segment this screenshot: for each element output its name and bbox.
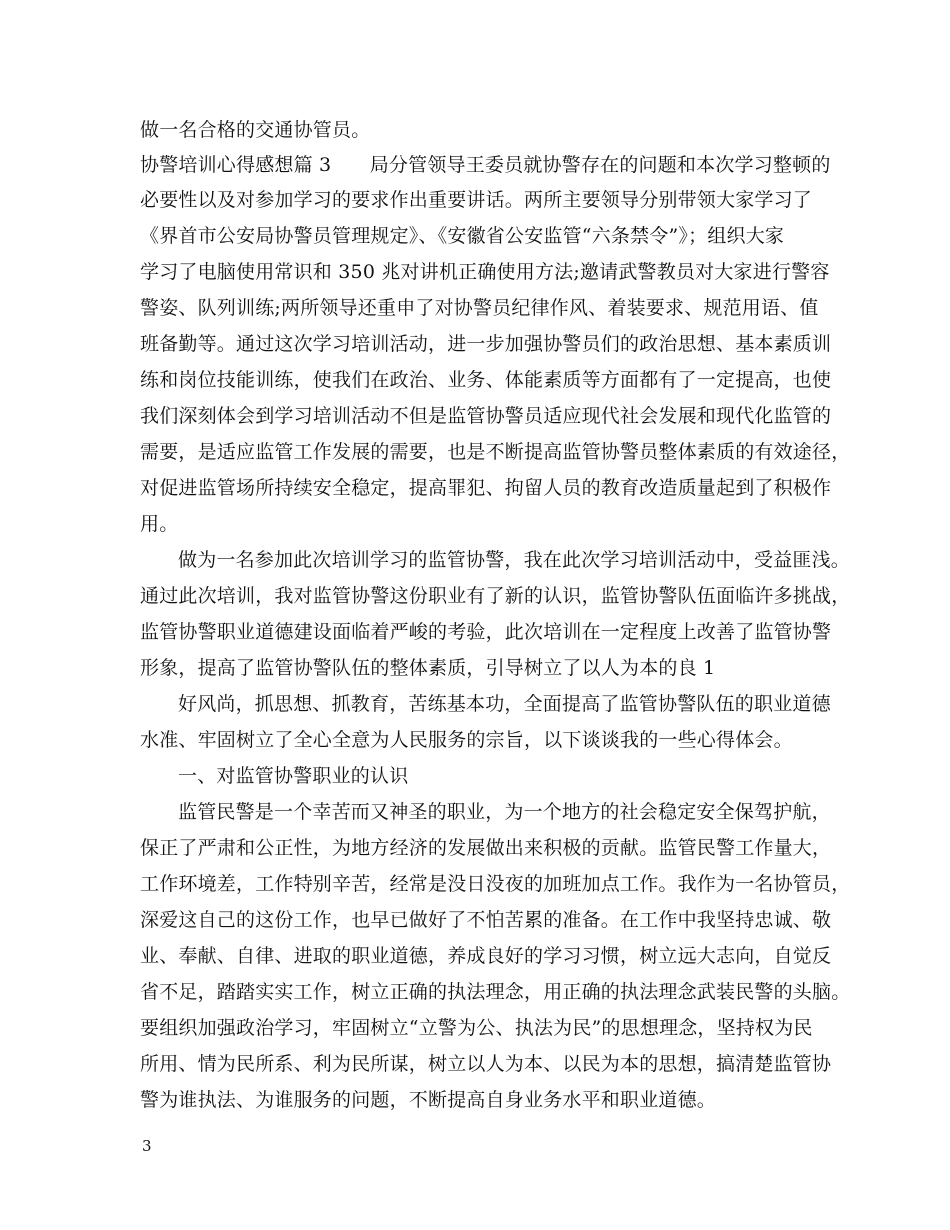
paragraph-start-line: 好风尚，抓思想、抓教育，苦练基本功，全面提高了监管协警队伍的职业道德 (178, 693, 831, 715)
text-line: 保正了严肃和公正性，为地方经济的发展做出来积极的贡献。监管民警工作量大， (140, 837, 832, 859)
paragraph-start-line: 监管民警是一个幸苦而又神圣的职业，为一个地方的社会稳定安全保驾护航， (178, 801, 831, 823)
text-line: 学习了电脑使用常识和 350 兆对讲机正确使用方法;邀请武警教员对大家进行警容 (140, 261, 830, 283)
subheading-line: 一、对监管协警职业的认识 (178, 765, 409, 787)
text-line: 业、奉献、自律、进取的职业道德，养成良好的学习习惯，树立远大志向，自觉反 (140, 945, 832, 967)
text-line: 警姿、队列训练;两所领导还重申了对协警员纪律作风、着装要求、规范用语、值 (140, 297, 819, 319)
paragraph-start-line: 做为一名参加此次培训学习的监管协警，我在此次学习培训活动中，受益匪浅。 (178, 549, 851, 571)
text-line: 做一名合格的交通协管员。 (140, 119, 371, 141)
text-line: 通过此次培训，我对监管协警这份职业有了新的认识，监管协警队伍面临许多挑战， (140, 585, 851, 607)
text-line: 水准、牢固树立了全心全意为人民服务的宗旨，以下谈谈我的一些心得体会。 (140, 729, 793, 751)
text-line: 深爱这自己的这份工作，也早已做好了不怕苦累的准备。在工作中我坚持忠诚、敬 (140, 909, 832, 931)
text-line: 要组织加强政治学习，牢固树立“立警为公、执法为民”的思想理念，坚持权为民 (140, 1017, 813, 1039)
text-line: 对促进监管场所持续安全稳定，提高罪犯、拘留人员的教育改造质量起到了积极作 (140, 477, 832, 499)
section-heading-line: 协警培训心得感想篇 3 局分管领导王委员就协警存在的问题和本次学习整顿的 (140, 154, 831, 176)
text-line: 所用、情为民所系、利为民所谋，树立以人为本、以民为本的思想，搞清楚监管协 (140, 1053, 832, 1075)
text-line: 需要，是适应监管工作发展的需要，也是不断提高监管协警员整体素质的有效途径， (140, 441, 851, 463)
text-line: 《界首市公安局协警员管理规定》、《安徽省公安监管“六条禁令”》；组织大家 (140, 225, 785, 247)
text-line: 练和岗位技能训练，使我们在政治、业务、体能素质等方面都有了一定提高，也使 (140, 369, 832, 391)
text-line: 监管协警职业道德建设面临着严峻的考验，此次培训在一定程度上改善了监管协警 (140, 621, 832, 643)
text-line: 警为谁执法、为谁服务的问题，不断提高自身业务水平和职业道德。 (140, 1089, 717, 1111)
text-line: 工作环境差，工作特别辛苦，经常是没日没夜的加班加点工作。我作为一名协管员， (140, 873, 851, 895)
text-line: 形象，提高了监管协警队伍的整体素质，引导树立了以人为本的良 1 (140, 657, 716, 679)
text-line: 班备勤等。通过这次学习培训活动，进一步加强协警员们的政治思想、基本素质训 (140, 333, 832, 355)
page-number: 3 (142, 1137, 152, 1155)
text-line: 省不足，踏踏实实工作，树立正确的执法理念，用正确的执法理念武装民警的头脑。 (140, 981, 851, 1003)
text-line: 必要性以及对参加学习的要求作出重要讲话。两所主要领导分别带领大家学习了 (140, 189, 813, 211)
text-line: 我们深刻体会到学习培训活动不但是监管协警员适应现代社会发展和现代化监管的 (140, 405, 832, 427)
text-line: 用。 (140, 513, 179, 535)
